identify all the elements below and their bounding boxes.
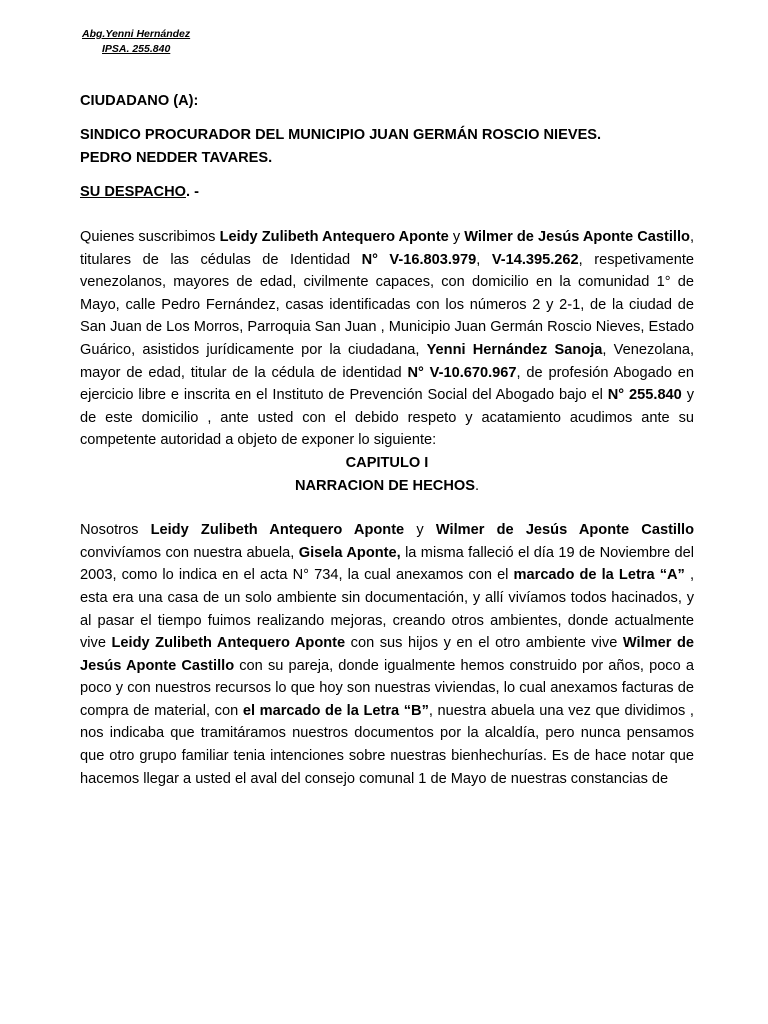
heading-despacho — [80, 181, 694, 204]
paragraph2-run: la misma falleció el día 19 de Noviembre del 2003, como lo indica en el acta N° 734, la cual anexamos con el — [80, 544, 694, 584]
paragraph2-run: y — [404, 522, 436, 539]
despacho-label: SU DESPACHO — [80, 184, 186, 200]
paragraph2-run: Nosotros — [80, 522, 151, 539]
document-body — [80, 90, 694, 790]
heading-nombre: PEDRO NEDDER TAVARES. — [80, 150, 273, 166]
heading-ciudadano: CIUDADANO (A): — [80, 93, 199, 109]
paragraph2-run: , nuestra abuela una vez que dividimos , nos indicaba que tramitáramos nuestros documentos por la alcaldía, pero nunca pensamos que otro grupo familiar tenia intenciones sobre nuestras bienhechurías. Es de hace notar que hacemos llegar a usted el aval del consejo comunal 1 de Mayo de nuestras constancias de — [80, 702, 694, 787]
paragraph1-run: , titulares de las cédulas de Identidad — [80, 229, 695, 268]
chapter-title: CAPITULO I — [345, 454, 429, 471]
letterhead-ipsa: IPSA. 255.840 — [102, 43, 171, 55]
paragraph1-run: N° 255.840 — [607, 387, 682, 404]
paragraph2-run: convivíamos con nuestra abuela, — [80, 544, 299, 561]
despacho-suffix: . - — [185, 184, 199, 200]
paragraph2-run: marcado de la Letra “A” — [513, 567, 685, 584]
letterhead — [82, 27, 190, 57]
paragraph1-run: , respetivamente venezolanos, mayores de edad, civilmente capaces, con domicilio en la comunidad 1° de Mayo, calle Pedro Fernández, casas identificadas con los números 2 y 2-1, de la ciudad de San Juan de Los Morros, Parroquia San Juan , Municipio Juan Germán Roscio Nieves, Estado Guárico, asistidos jurídicamente por la ciudadana, — [80, 251, 695, 358]
paragraph2-run: Leidy Zulibeth Antequero Aponte — [150, 522, 405, 539]
paragraph1-run: y de este domicilio , ante usted con el debido respeto y acatamiento acudimos ante su competente autoridad a objeto de exponer lo siguiente: — [80, 387, 694, 449]
heading-sindico: SINDICO PROCURADOR DEL MUNICIPIO JUAN GERMÁN ROSCIO NIEVES. — [80, 127, 602, 143]
letterhead-name: Abg.Yenni Hernández — [82, 28, 191, 40]
paragraph1-run: V-14.395.262 — [491, 251, 579, 268]
paragraph1-run: Yenni Hernández Sanoja — [426, 341, 603, 358]
paragraph1-run: Quienes suscribimos — [80, 229, 220, 245]
paragraph2-run: Leidy Zulibeth Antequero Aponte — [111, 635, 346, 652]
paragraph1-run: Wilmer de Jesús Aponte Castillo — [464, 229, 690, 245]
chapter-subtitle: NARRACION DE HECHOS — [294, 477, 475, 494]
paragraph-introduccion — [80, 226, 694, 452]
paragraph2-run: Wilmer de Jesús Aponte Castillo — [80, 635, 694, 674]
paragraph2-run: con su pareja, donde igualmente hemos construido por años, poco a poco y con nuestros recursos lo que hoy son nuestras viviendas, lo cual anexamos facturas de compra de material, con — [80, 657, 694, 719]
paragraph2-run: , esta era una casa de un solo ambiente sin documentación, y allí vivíamos todos hacinados, y al pasar el tiempo fuimos realizando mejoras, creando otros ambientes, donde actualmente vive — [80, 567, 695, 652]
paragraph2-run: el marcado de la Letra “B” — [242, 702, 429, 719]
paragraph2-run: Gisela Aponte, — [298, 544, 401, 561]
paragraph1-run: y — [448, 229, 465, 245]
paragraph1-run: N° V-16.803.979 — [361, 251, 477, 268]
paragraph1-run: , de profesión Abogado en ejercicio libre e inscrita en el Instituto de Prevención Social del Abogado bajo el — [80, 364, 694, 404]
paragraph1-run: , — [476, 251, 492, 268]
chapter-subtitle-suffix: . — [474, 477, 480, 494]
paragraph2-run: con sus hijos y en el otro ambiente vive — [345, 635, 623, 652]
paragraph1-run: N° V-10.670.967 — [407, 364, 517, 381]
chapter-subtitle-line — [80, 475, 694, 498]
paragraph-narracion — [80, 519, 694, 790]
paragraph2-run: Wilmer de Jesús Aponte Castillo — [435, 522, 695, 539]
paragraph1-run: , Venezolana, mayor de edad, titular de la cédula de identidad — [80, 341, 694, 381]
paragraph1-run: Leidy Zulibeth Antequero Aponte — [219, 229, 449, 245]
